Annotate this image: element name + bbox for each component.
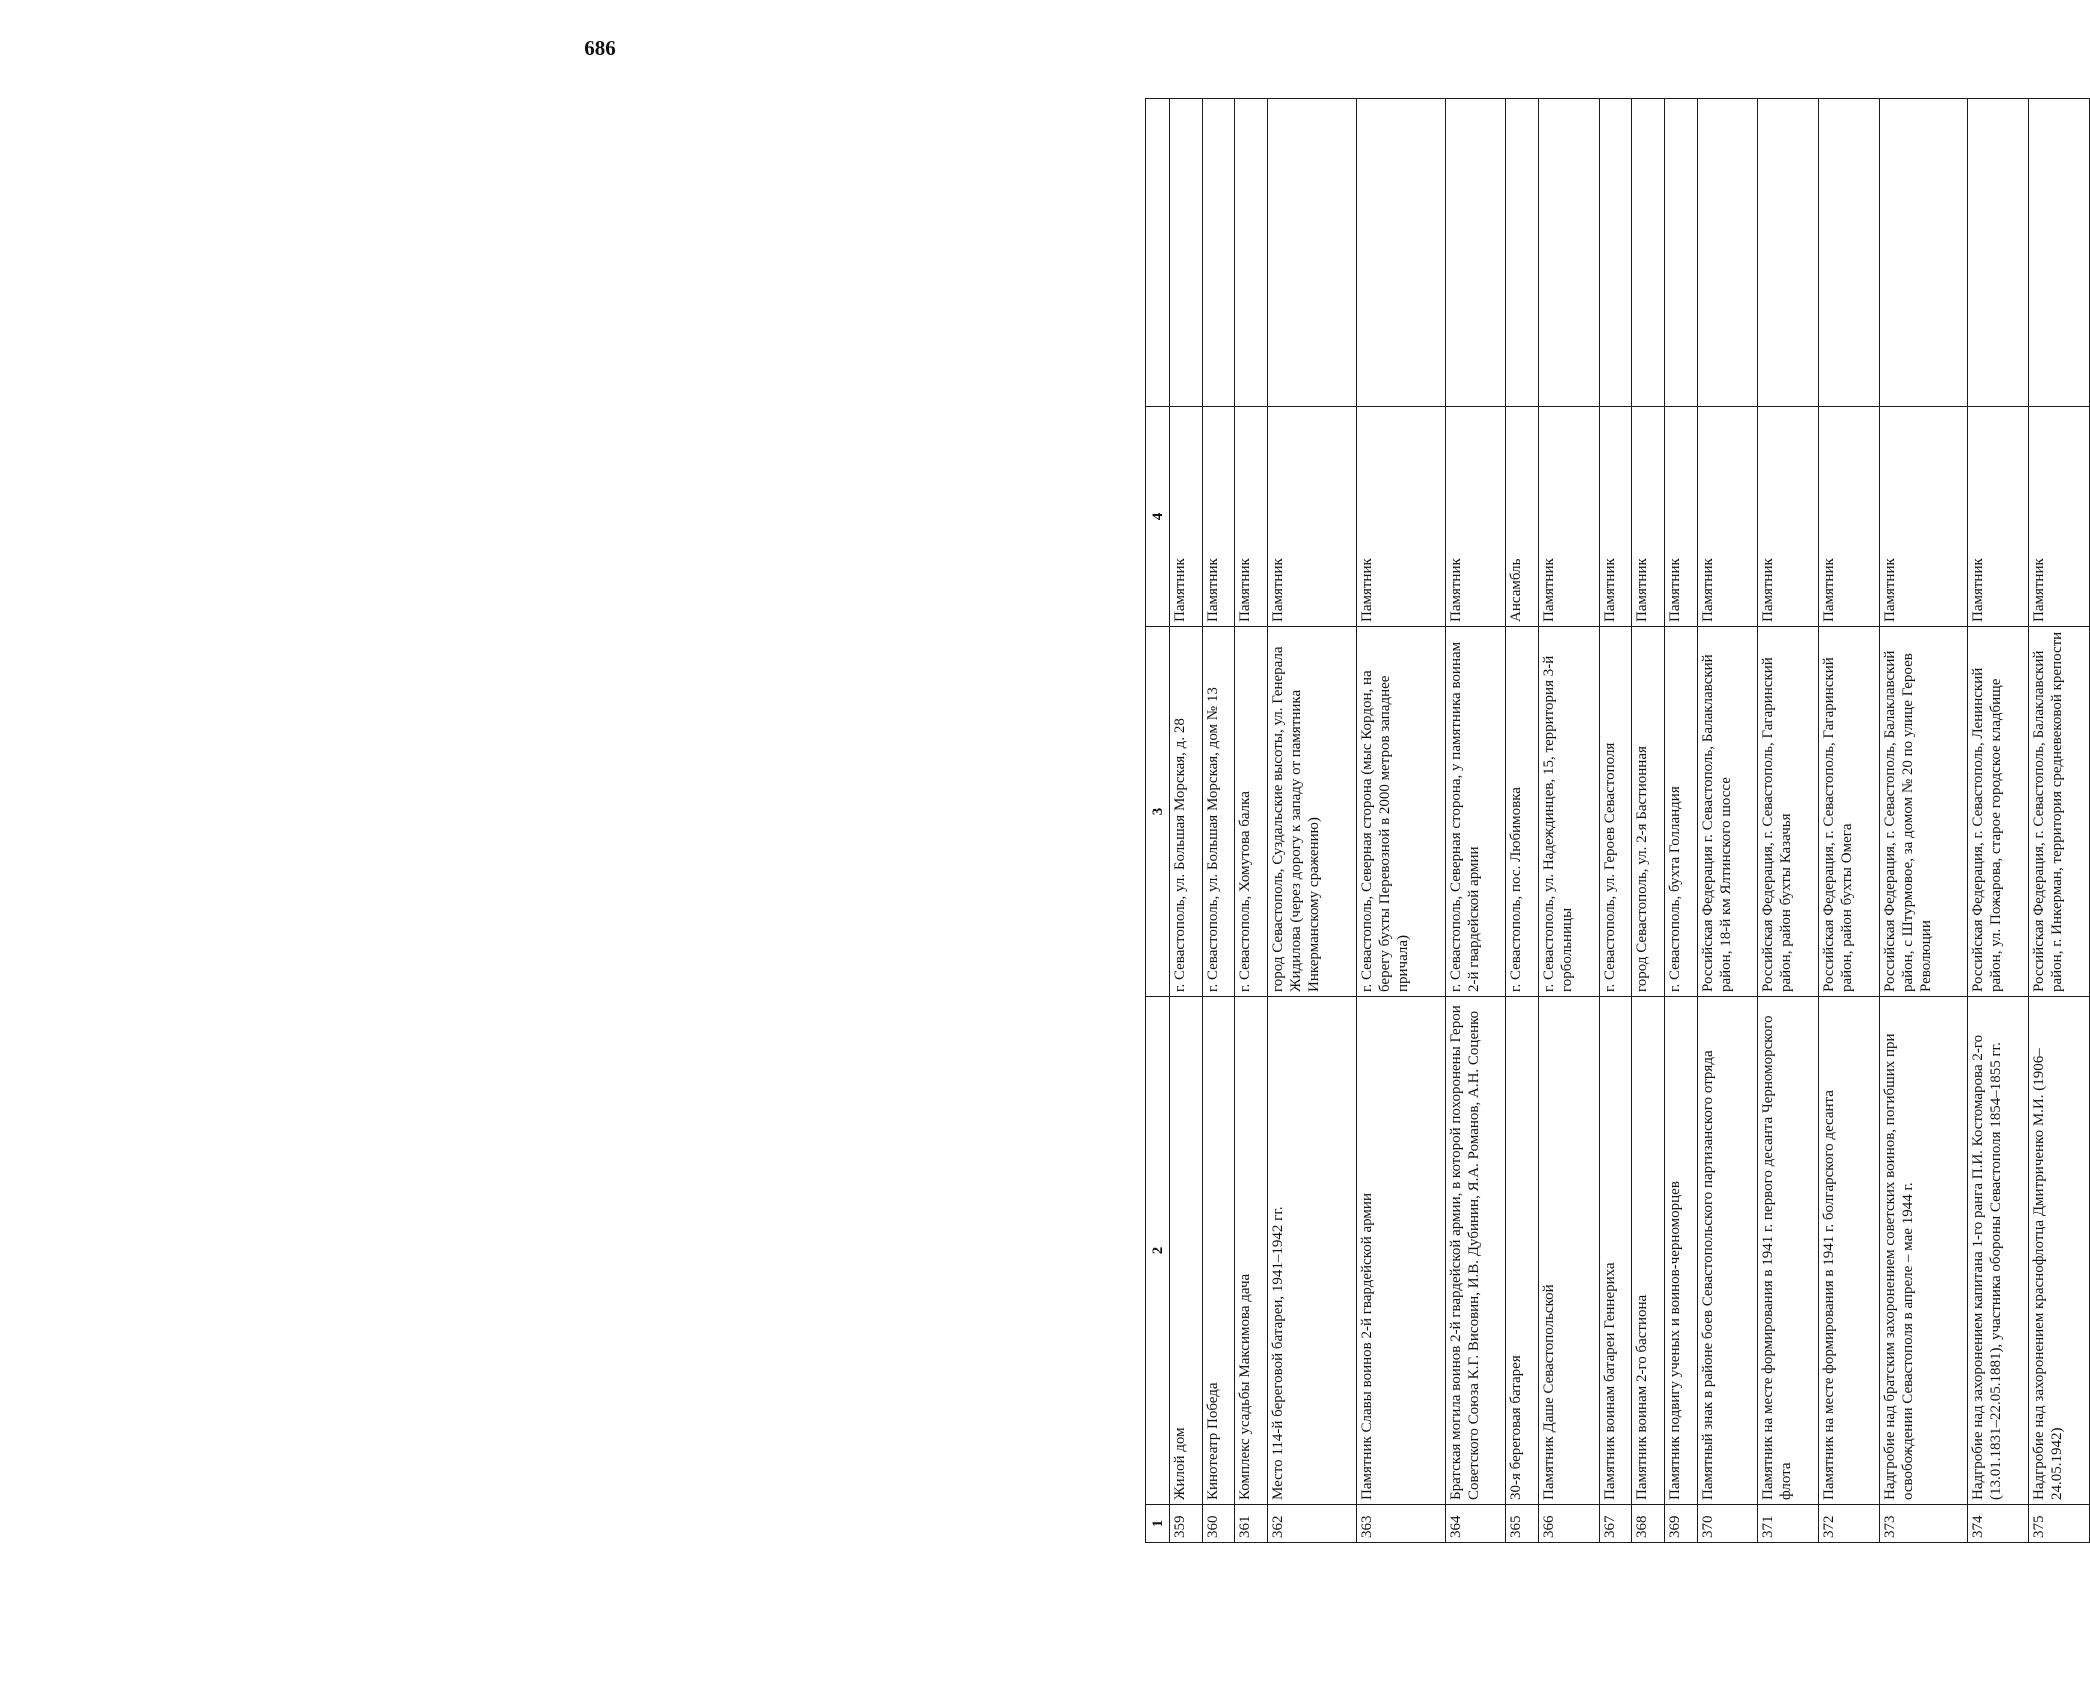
address-cell: г. Севастополь, Северная сторона, у памятника воинам 2-й гвардейской армии [1445,627,1506,997]
object-name-cell: Братская могила воинов 2-й гвардейской армии, в которой похоронены Герои Советского Союза К.Г. Висовин, И.В. Дубинин, Я.А. Романов, А.Н. Соценко [1445,997,1506,1505]
empty-cell [1819,99,1880,407]
row-number-cell: 374 [1968,1505,2029,1543]
object-name-cell: Место 114-й береговой батареи, 1941–1942 гг. [1268,997,1357,1505]
row-number-cell: 365 [1506,1505,1539,1543]
empty-cell [1268,99,1357,407]
address-cell: г. Севастополь, пос. Любимовка [1506,627,1539,997]
object-type-cell: Памятник [1445,407,1506,627]
empty-cell [1235,99,1268,407]
table-row [2029,99,2090,1543]
table-row [1697,99,1758,1543]
empty-cell [1968,99,2029,407]
row-number-cell: 364 [1445,1505,1506,1543]
object-name-cell: Памятник Даше Севастопольской [1538,997,1599,1505]
empty-cell [1758,99,1819,407]
empty-cell [1697,99,1758,407]
object-type-cell: Памятник [1968,407,2029,627]
header-col-empty [1146,99,1170,407]
table-row [1599,99,1632,1543]
object-type-cell: Памятник [1235,407,1268,627]
address-cell: Российская Федерация, г. Севастополь, Балаклавский район, г. Инкерман, территория средневековой крепости [2029,627,2090,997]
object-name-cell: Памятник на месте формирования в 1941 г. первого десанта Черноморского флота [1758,997,1819,1505]
empty-cell [1170,99,1203,407]
empty-cell [2029,99,2090,407]
address-cell: г. Севастополь, ул. Большая Морская, дом № 13 [1202,627,1235,997]
object-name-cell: Надгробие над захоронением краснофлотца Дмитриченко М.И. (1906–24.05.1942) [2029,997,2090,1505]
empty-cell [1632,99,1665,407]
table-row [1664,99,1697,1543]
table-row [1170,99,1203,1543]
row-number-cell: 366 [1538,1505,1599,1543]
row-number-cell: 363 [1356,1505,1445,1543]
address-cell: г. Севастополь, ул. Героев Севастополя [1599,627,1632,997]
header-col-1: 1 [1146,1505,1170,1543]
object-name-cell: Памятник воинам 2-го бастиона [1632,997,1665,1505]
address-cell: Российская Федерация, г. Севастополь, Гагаринский район, район бухты Омега [1819,627,1880,997]
object-name-cell: Памятник подвигу ученых и воинов-черноморцев [1664,997,1697,1505]
address-cell: г. Севастополь, ул. Большая Морская, д. 28 [1170,627,1203,997]
header-col-2: 2 [1146,997,1170,1505]
address-cell: г. Севастополь, Хомутова балка [1235,627,1268,997]
object-name-cell: Жилой дом [1170,997,1203,1505]
address-cell: г. Севастополь, ул. Надеждинцев, 15, территория 3-й горбольницы [1538,627,1599,997]
address-cell: г. Севастополь, Северная сторона (мыс Кордон, на берегу бухты Перевозной в 2000 метров западнее причала) [1356,627,1445,997]
row-number-cell: 361 [1235,1505,1268,1543]
table-row [1819,99,1880,1543]
object-type-cell: Памятник [1356,407,1445,627]
table-row [1445,99,1506,1543]
table-body [1170,99,2090,1543]
object-type-cell: Памятник [1632,407,1665,627]
object-name-cell: Комплекс усадьбы Максимова дача [1235,997,1268,1505]
address-cell: Российская Федерация г. Севастополь, Балаклавский район, 18-й км Ялтинского шоссе [1697,627,1758,997]
object-type-cell: Памятник [1697,407,1758,627]
object-type-cell: Памятник [1268,407,1357,627]
object-type-cell: Памятник [1664,407,1697,627]
empty-cell [1599,99,1632,407]
table-row [1968,99,2029,1543]
page-number: 686 [584,36,616,60]
table-row [1632,99,1665,1543]
address-cell: город Севастополь, Суздальские высоты, ул. Генерала Жидилова (через дорогу к западу от памятника Инкерманскому сражению) [1268,627,1357,997]
address-cell: Российская Федерация, г. Севастополь, Балаклавский район, с Штурмовое, за домом № 20 по улице Героев Революции [1879,627,1968,997]
object-name-cell: Памятный знак в районе боев Севастопольского партизанского отряда [1697,997,1758,1505]
row-number-cell: 369 [1664,1505,1697,1543]
row-number-cell: 360 [1202,1505,1235,1543]
row-number-cell: 375 [2029,1505,2090,1543]
object-type-cell: Памятник [1599,407,1632,627]
table-row [1235,99,1268,1543]
row-number-cell: 371 [1758,1505,1819,1543]
object-name-cell: 30-я береговая батарея [1506,997,1539,1505]
object-type-cell: Ансамбль [1506,407,1539,627]
object-name-cell: Кинотеатр Победа [1202,997,1235,1505]
empty-cell [1664,99,1697,407]
object-type-cell: Памятник [1202,407,1235,627]
row-number-cell: 362 [1268,1505,1357,1543]
row-number-cell: 359 [1170,1505,1203,1543]
empty-cell [1445,99,1506,407]
empty-cell [1506,99,1539,407]
row-number-cell: 370 [1697,1505,1758,1543]
address-cell: г. Севастополь, бухта Голландия [1664,627,1697,997]
object-type-cell: Памятник [2029,407,2090,627]
header-col-3: 3 [1146,627,1170,997]
empty-cell [1879,99,1968,407]
table-header-row [1146,99,1170,1543]
object-type-cell: Памятник [1758,407,1819,627]
table-row [1202,99,1235,1543]
address-cell: город Севастополь, ул. 2-я Бастионная [1632,627,1665,997]
object-name-cell: Памятник Славы воинов 2-й гвардейской армии [1356,997,1445,1505]
row-number-cell: 367 [1599,1505,1632,1543]
monuments-table [1145,98,2090,1543]
object-name-cell: Памятник на месте формирования в 1941 г. болгарского десанта [1819,997,1880,1505]
object-type-cell: Памятник [1170,407,1203,627]
rotated-table-sheet [1145,98,2090,1543]
table-row [1538,99,1599,1543]
table-row [1879,99,1968,1543]
empty-cell [1356,99,1445,407]
object-type-cell: Памятник [1879,407,1968,627]
object-name-cell: Памятник воинам батареи Геннериха [1599,997,1632,1505]
address-cell: Российская Федерация, г. Севастополь, Ленинский район, ул. Пожарова, старое городское кладбище [1968,627,2029,997]
table-row [1356,99,1445,1543]
row-number-cell: 372 [1819,1505,1880,1543]
empty-cell [1538,99,1599,407]
header-col-4: 4 [1146,407,1170,627]
table-row [1506,99,1539,1543]
object-type-cell: Памятник [1538,407,1599,627]
object-type-cell: Памятник [1819,407,1880,627]
row-number-cell: 373 [1879,1505,1968,1543]
row-number-cell: 368 [1632,1505,1665,1543]
object-name-cell: Надгробие над братским захоронением советских воинов, погибших при освобождении Севастополя в апреле – мае 1944 г. [1879,997,1968,1505]
table-row [1758,99,1819,1543]
empty-cell [1202,99,1235,407]
object-name-cell: Надгробие над захоронением капитана 1-го ранга П.И. Костомарова 2-го (13.01.1831–22.05.1881), участника обороны Севастополя 1854–1855 гг. [1968,997,2029,1505]
table-row [1268,99,1357,1543]
address-cell: Российская Федерация, г. Севастополь, Гагаринский район, район бухты Казачья [1758,627,1819,997]
